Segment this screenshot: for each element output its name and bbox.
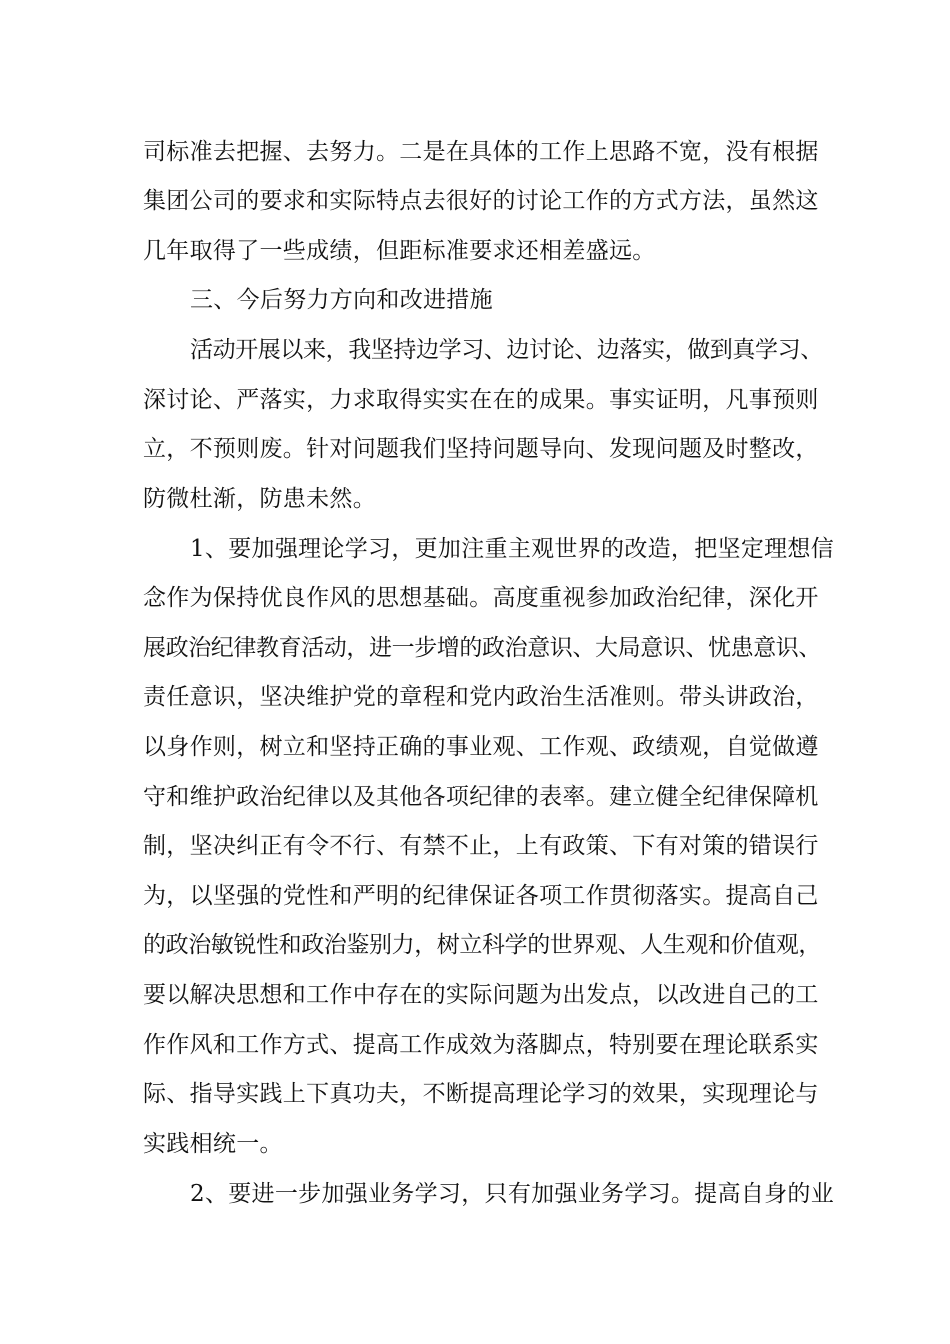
text-line: 司标准去把握、去努力。二是在具体的工作上思路不宽，没有根据 (143, 139, 819, 165)
text-line: 为，以坚强的党性和严明的纪律保证各项工作贯彻落实。提高自己 (143, 883, 819, 909)
text-line: 制，坚决纠正有令不行、有禁不止，上有政策、下有对策的错误行 (143, 833, 819, 859)
text-line: 作作风和工作方式、提高工作成效为落脚点，特别要在理论联系实 (143, 1032, 819, 1058)
text-line: 以身作则，树立和坚持正确的事业观、工作观、政绩观，自觉做遵 (143, 734, 819, 760)
text-line: 集团公司的要求和实际特点去很好的讨论工作的方式方法，虽然这 (143, 188, 819, 214)
text-line: 实践相统一。 (143, 1131, 283, 1157)
text-line: 念作为保持优良作风的思想基础。高度重视参加政治纪律，深化开 (143, 585, 819, 611)
text-line: 几年取得了一些成绩，但距标准要求还相差盛远。 (143, 238, 656, 264)
text-line: 1、要加强理论学习，更加注重主观世界的改造，把坚定理想信 (190, 536, 835, 562)
text-line: 守和维护政治纪律以及其他各项纪律的表率。建立健全纪律保障机 (143, 784, 819, 810)
text-line: 际、指导实践上下真功夫，不断提高理论学习的效果，实现理论与 (143, 1081, 819, 1107)
text-line: 展政治纪律教育活动，进一步增的政治意识、大局意识、忧患意识、 (143, 635, 822, 661)
section-heading: 三、今后努力方向和改进措施 (190, 287, 493, 313)
text-line: 责任意识，坚决维护党的章程和党内政治生活准则。带头讲政治， (143, 684, 819, 710)
text-line: 2、要进一步加强业务学习，只有加强业务学习。提高自身的业 (190, 1181, 835, 1207)
text-line: 立，不预则废。针对问题我们坚持问题导向、发现问题及时整改， (143, 436, 819, 462)
text-line: 深讨论、严落实，力求取得实实在在的成果。事实证明，凡事预则 (143, 387, 819, 413)
text-line: 的政治敏锐性和政治鉴别力，树立科学的世界观、人生观和价值观， (143, 932, 822, 958)
text-line: 活动开展以来，我坚持边学习、边讨论、边落实，做到真学习、 (190, 337, 823, 363)
text-line: 要以解决思想和工作中存在的实际问题为出发点，以改进自己的工 (143, 982, 819, 1008)
text-line: 防微杜渐，防患未然。 (143, 486, 376, 512)
